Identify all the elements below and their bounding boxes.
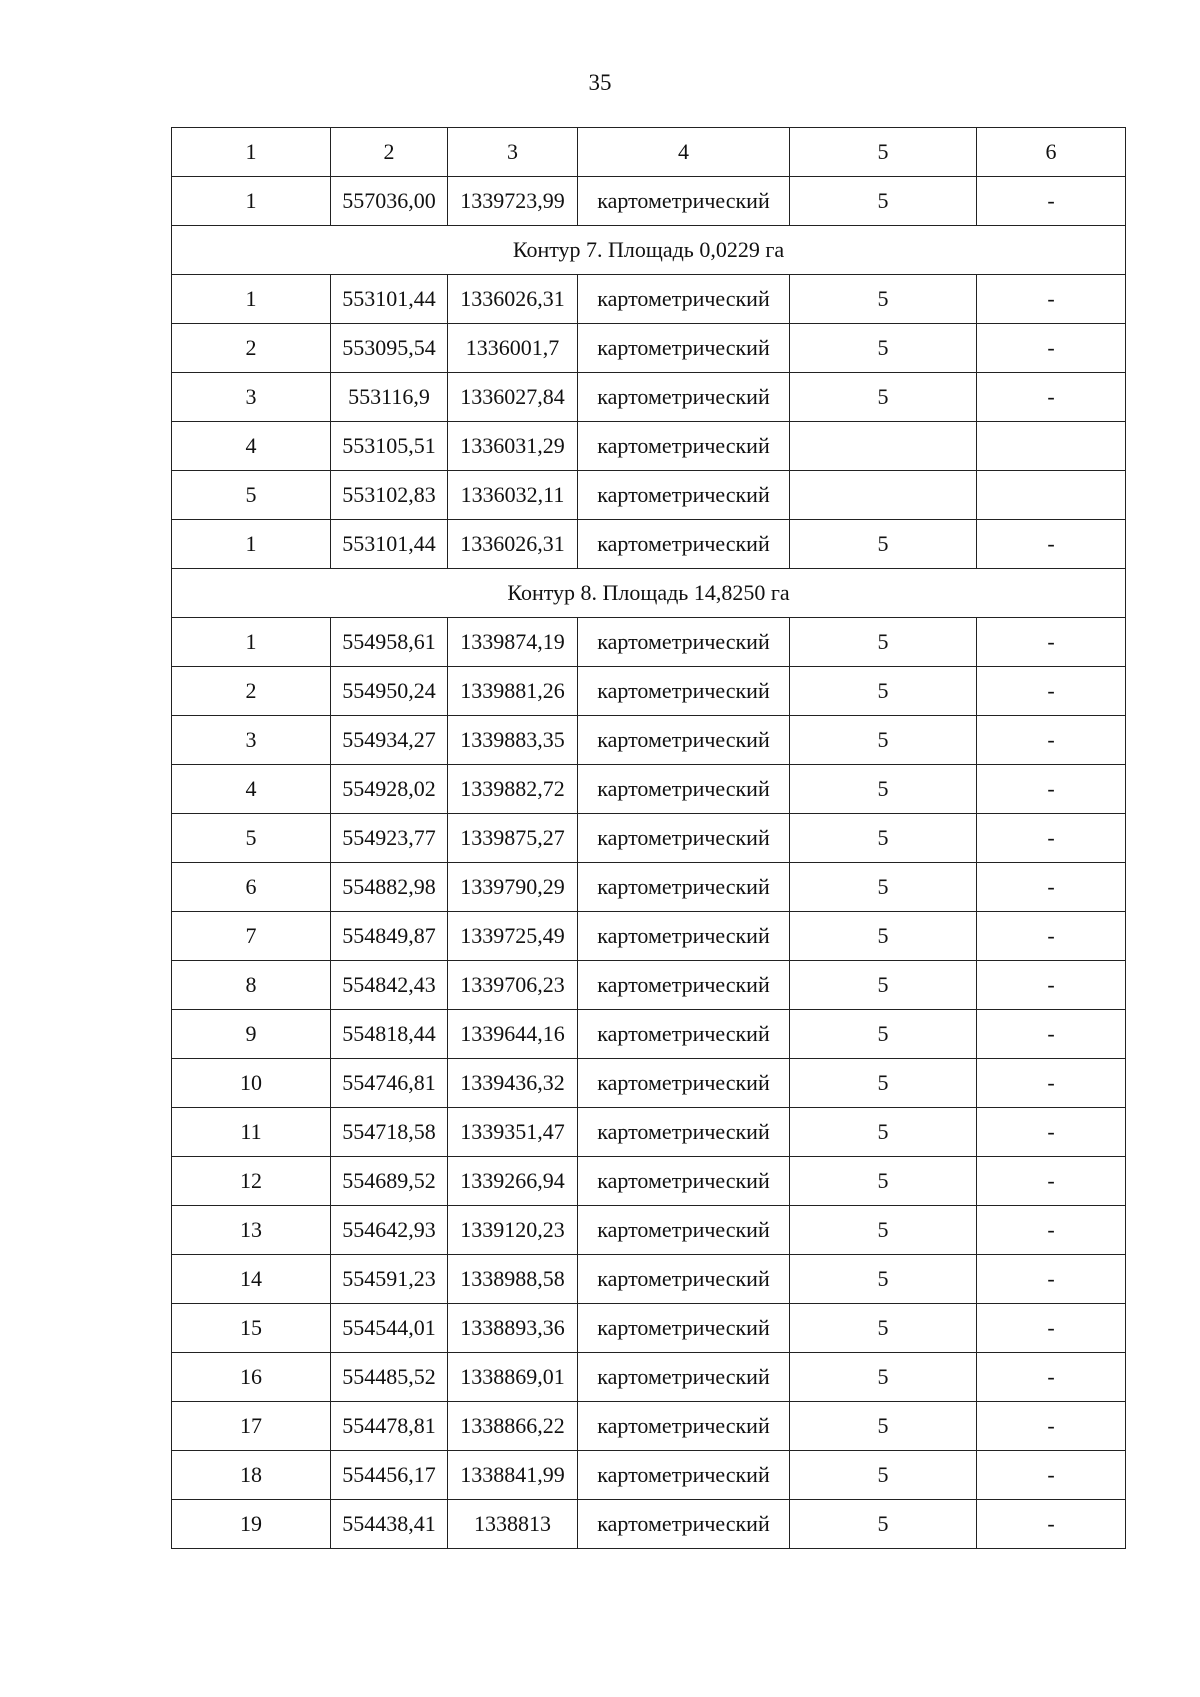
method-cell: картометрический [578, 1157, 790, 1206]
point-number-cell: 4 [172, 422, 331, 471]
table-row [172, 373, 1126, 422]
table-row [172, 1108, 1126, 1157]
y-coordinate-cell: 1339883,35 [448, 716, 578, 765]
point-number-cell: 12 [172, 1157, 331, 1206]
description-cell: - [977, 520, 1126, 569]
contour-heading: Контур 7. Площадь 0,0229 га [172, 226, 1126, 275]
description-cell: - [977, 667, 1126, 716]
accuracy-cell: 5 [790, 1451, 977, 1500]
description-cell: - [977, 1157, 1126, 1206]
method-cell: картометрический [578, 422, 790, 471]
point-number-cell: 18 [172, 1451, 331, 1500]
y-coordinate-cell: 1336001,7 [448, 324, 578, 373]
y-coordinate-cell: 1339882,72 [448, 765, 578, 814]
x-coordinate-cell: 554642,93 [331, 1206, 448, 1255]
accuracy-cell: 5 [790, 324, 977, 373]
accuracy-cell: 5 [790, 1206, 977, 1255]
description-cell: - [977, 1500, 1126, 1549]
y-coordinate-cell: 1336026,31 [448, 275, 578, 324]
description-cell: - [977, 177, 1126, 226]
method-cell: картометрический [578, 1451, 790, 1500]
x-coordinate-cell: 554950,24 [331, 667, 448, 716]
x-coordinate-cell: 554849,87 [331, 912, 448, 961]
table-row [172, 1010, 1126, 1059]
description-cell: - [977, 716, 1126, 765]
method-cell: картометрический [578, 1059, 790, 1108]
column-header: 3 [448, 128, 578, 177]
x-coordinate-cell: 554958,61 [331, 618, 448, 667]
description-cell: - [977, 1206, 1126, 1255]
point-number-cell: 13 [172, 1206, 331, 1255]
x-coordinate-cell: 554544,01 [331, 1304, 448, 1353]
accuracy-cell: 5 [790, 1500, 977, 1549]
x-coordinate-cell: 554882,98 [331, 863, 448, 912]
y-coordinate-cell: 1339875,27 [448, 814, 578, 863]
column-header: 4 [578, 128, 790, 177]
point-number-cell: 14 [172, 1255, 331, 1304]
description-cell: - [977, 912, 1126, 961]
method-cell: картометрический [578, 1500, 790, 1549]
table-row [172, 961, 1126, 1010]
point-number-cell: 11 [172, 1108, 331, 1157]
method-cell: картометрический [578, 1010, 790, 1059]
method-cell: картометрический [578, 912, 790, 961]
table-row [172, 324, 1126, 373]
x-coordinate-cell: 554689,52 [331, 1157, 448, 1206]
point-number-cell: 3 [172, 716, 331, 765]
description-cell: - [977, 1010, 1126, 1059]
point-number-cell: 1 [172, 177, 331, 226]
point-number-cell: 1 [172, 520, 331, 569]
description-cell: - [977, 1108, 1126, 1157]
description-cell: - [977, 1304, 1126, 1353]
accuracy-cell: 5 [790, 765, 977, 814]
method-cell: картометрический [578, 716, 790, 765]
point-number-cell: 2 [172, 667, 331, 716]
method-cell: картометрический [578, 765, 790, 814]
x-coordinate-cell: 554818,44 [331, 1010, 448, 1059]
x-coordinate-cell: 553105,51 [331, 422, 448, 471]
x-coordinate-cell: 553101,44 [331, 520, 448, 569]
table-row [172, 1500, 1126, 1549]
y-coordinate-cell: 1338893,36 [448, 1304, 578, 1353]
accuracy-cell: 5 [790, 667, 977, 716]
accuracy-cell: 5 [790, 1108, 977, 1157]
table-row [172, 1402, 1126, 1451]
description-cell [977, 422, 1126, 471]
accuracy-cell: 5 [790, 716, 977, 765]
description-cell: - [977, 1255, 1126, 1304]
accuracy-cell: 5 [790, 275, 977, 324]
table-row [172, 1157, 1126, 1206]
y-coordinate-cell: 1339706,23 [448, 961, 578, 1010]
method-cell: картометрический [578, 961, 790, 1010]
table-row [172, 520, 1126, 569]
accuracy-cell: 5 [790, 912, 977, 961]
point-number-cell: 19 [172, 1500, 331, 1549]
method-cell: картометрический [578, 667, 790, 716]
y-coordinate-cell: 1339881,26 [448, 667, 578, 716]
point-number-cell: 9 [172, 1010, 331, 1059]
x-coordinate-cell: 554746,81 [331, 1059, 448, 1108]
point-number-cell: 16 [172, 1353, 331, 1402]
y-coordinate-cell: 1339351,47 [448, 1108, 578, 1157]
point-number-cell: 7 [172, 912, 331, 961]
description-cell [977, 471, 1126, 520]
y-coordinate-cell: 1336026,31 [448, 520, 578, 569]
table-row [172, 667, 1126, 716]
accuracy-cell: 5 [790, 1157, 977, 1206]
y-coordinate-cell: 1339874,19 [448, 618, 578, 667]
x-coordinate-cell: 554485,52 [331, 1353, 448, 1402]
table-row [172, 422, 1126, 471]
accuracy-cell: 5 [790, 177, 977, 226]
y-coordinate-cell: 1338866,22 [448, 1402, 578, 1451]
y-coordinate-cell: 1339723,99 [448, 177, 578, 226]
accuracy-cell [790, 422, 977, 471]
y-coordinate-cell: 1339725,49 [448, 912, 578, 961]
x-coordinate-cell: 554438,41 [331, 1500, 448, 1549]
y-coordinate-cell: 1336031,29 [448, 422, 578, 471]
x-coordinate-cell: 554928,02 [331, 765, 448, 814]
table-row [172, 912, 1126, 961]
method-cell: картометрический [578, 1108, 790, 1157]
point-number-cell: 15 [172, 1304, 331, 1353]
description-cell: - [977, 618, 1126, 667]
y-coordinate-cell: 1339120,23 [448, 1206, 578, 1255]
description-cell: - [977, 1402, 1126, 1451]
description-cell: - [977, 373, 1126, 422]
point-number-cell: 4 [172, 765, 331, 814]
method-cell: картометрический [578, 814, 790, 863]
table-row [172, 618, 1126, 667]
accuracy-cell [790, 471, 977, 520]
point-number-cell: 1 [172, 618, 331, 667]
description-cell: - [977, 1059, 1126, 1108]
table-body [172, 128, 1126, 1549]
table-row [172, 716, 1126, 765]
method-cell: картометрический [578, 471, 790, 520]
method-cell: картометрический [578, 1402, 790, 1451]
accuracy-cell: 5 [790, 1059, 977, 1108]
table-row [172, 863, 1126, 912]
y-coordinate-cell: 1338813 [448, 1500, 578, 1549]
x-coordinate-cell: 553116,9 [331, 373, 448, 422]
table-header-row [172, 128, 1126, 177]
contour-heading-row [172, 569, 1126, 618]
contour-heading-row [172, 226, 1126, 275]
method-cell: картометрический [578, 275, 790, 324]
contour-heading: Контур 8. Площадь 14,8250 га [172, 569, 1126, 618]
table-row [172, 1304, 1126, 1353]
accuracy-cell: 5 [790, 1010, 977, 1059]
x-coordinate-cell: 554923,77 [331, 814, 448, 863]
accuracy-cell: 5 [790, 814, 977, 863]
x-coordinate-cell: 553102,83 [331, 471, 448, 520]
point-number-cell: 1 [172, 275, 331, 324]
description-cell: - [977, 863, 1126, 912]
page-number: 35 [588, 70, 612, 95]
method-cell: картометрический [578, 863, 790, 912]
table-row [172, 177, 1126, 226]
x-coordinate-cell: 553101,44 [331, 275, 448, 324]
table-row [172, 1206, 1126, 1255]
accuracy-cell: 5 [790, 961, 977, 1010]
point-number-cell: 5 [172, 471, 331, 520]
method-cell: картометрический [578, 177, 790, 226]
accuracy-cell: 5 [790, 618, 977, 667]
x-coordinate-cell: 554934,27 [331, 716, 448, 765]
description-cell: - [977, 961, 1126, 1010]
x-coordinate-cell: 554591,23 [331, 1255, 448, 1304]
description-cell: - [977, 765, 1126, 814]
y-coordinate-cell: 1339266,94 [448, 1157, 578, 1206]
method-cell: картометрический [578, 1206, 790, 1255]
accuracy-cell: 5 [790, 1255, 977, 1304]
accuracy-cell: 5 [790, 520, 977, 569]
method-cell: картометрический [578, 1353, 790, 1402]
x-coordinate-cell: 554456,17 [331, 1451, 448, 1500]
y-coordinate-cell: 1336027,84 [448, 373, 578, 422]
table-row [172, 275, 1126, 324]
table-row [172, 1059, 1126, 1108]
point-number-cell: 5 [172, 814, 331, 863]
point-number-cell: 3 [172, 373, 331, 422]
point-number-cell: 6 [172, 863, 331, 912]
description-cell: - [977, 1451, 1126, 1500]
table-row [172, 471, 1126, 520]
table-row [172, 1451, 1126, 1500]
method-cell: картометрический [578, 373, 790, 422]
point-number-cell: 17 [172, 1402, 331, 1451]
accuracy-cell: 5 [790, 1402, 977, 1451]
column-header: 2 [331, 128, 448, 177]
description-cell: - [977, 275, 1126, 324]
y-coordinate-cell: 1336032,11 [448, 471, 578, 520]
table-row [172, 765, 1126, 814]
accuracy-cell: 5 [790, 863, 977, 912]
y-coordinate-cell: 1339644,16 [448, 1010, 578, 1059]
column-header: 6 [977, 128, 1126, 177]
x-coordinate-cell: 557036,00 [331, 177, 448, 226]
accuracy-cell: 5 [790, 1353, 977, 1402]
column-header: 1 [172, 128, 331, 177]
description-cell: - [977, 324, 1126, 373]
point-number-cell: 10 [172, 1059, 331, 1108]
coordinates-table [171, 127, 1126, 1549]
accuracy-cell: 5 [790, 1304, 977, 1353]
x-coordinate-cell: 554842,43 [331, 961, 448, 1010]
y-coordinate-cell: 1338988,58 [448, 1255, 578, 1304]
x-coordinate-cell: 554478,81 [331, 1402, 448, 1451]
y-coordinate-cell: 1339436,32 [448, 1059, 578, 1108]
description-cell: - [977, 1353, 1126, 1402]
table-row [172, 1255, 1126, 1304]
point-number-cell: 8 [172, 961, 331, 1010]
method-cell: картометрический [578, 520, 790, 569]
column-header: 5 [790, 128, 977, 177]
y-coordinate-cell: 1339790,29 [448, 863, 578, 912]
x-coordinate-cell: 554718,58 [331, 1108, 448, 1157]
y-coordinate-cell: 1338841,99 [448, 1451, 578, 1500]
method-cell: картометрический [578, 1304, 790, 1353]
accuracy-cell: 5 [790, 373, 977, 422]
x-coordinate-cell: 553095,54 [331, 324, 448, 373]
method-cell: картометрический [578, 618, 790, 667]
description-cell: - [977, 814, 1126, 863]
method-cell: картометрический [578, 324, 790, 373]
y-coordinate-cell: 1338869,01 [448, 1353, 578, 1402]
method-cell: картометрический [578, 1255, 790, 1304]
table-row [172, 814, 1126, 863]
table-row [172, 1353, 1126, 1402]
point-number-cell: 2 [172, 324, 331, 373]
